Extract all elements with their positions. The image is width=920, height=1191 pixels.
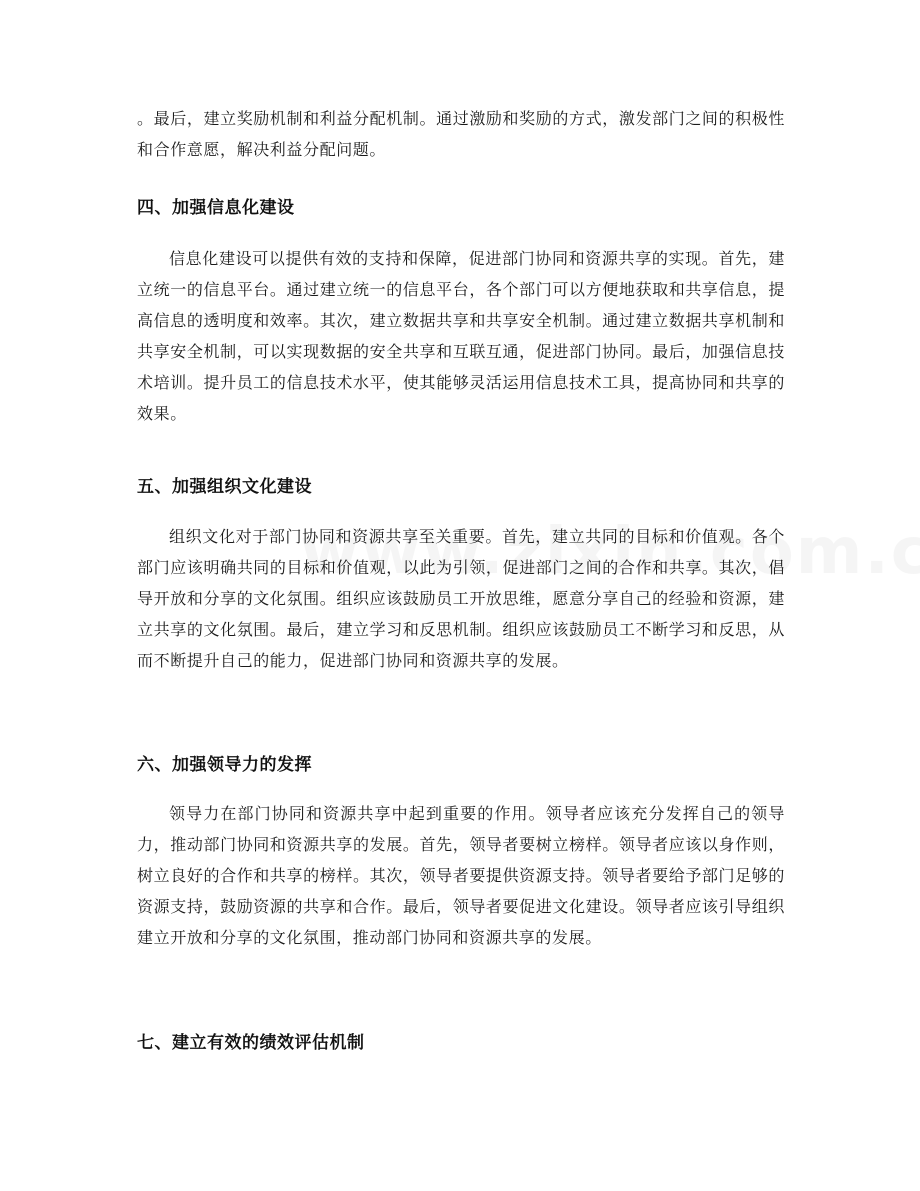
- section-heading: 四、加强信息化建设: [137, 198, 295, 218]
- section-heading: 七、建立有效的绩效评估机制: [137, 1033, 365, 1053]
- section-5-heading-block: [137, 475, 785, 499]
- section-4-heading-block: [137, 196, 785, 220]
- intro-paragraph-block: [137, 103, 785, 165]
- section-4-body-block: [137, 243, 785, 429]
- section-paragraph: 组织文化对于部门协同和资源共享至关重要。首先，建立共同的目标和价值观。各个部门应该明确共同的目标和价值观，以此为引领，促进部门之间的合作和共享。其次，倡导开放和分享的文化氛围。组织应该鼓励员工开放思维，愿意分享自己的经验和资源，建立共享的文化氛围。最后，建立学习和反思机制。组织应该鼓励员工不断学习和反思，从而不断提升自己的能力，促进部门协同和资源共享的发展。: [137, 527, 785, 670]
- intro-paragraph: 。最后，建立奖励机制和利益分配机制。通过激励和奖励的方式，激发部门之间的积极性和合作意愿，解决利益分配问题。: [137, 109, 785, 159]
- section-paragraph: 领导力在部门协同和资源共享中起到重要的作用。领导者应该充分发挥自己的领导力，推动部门协同和资源共享的发展。首先，领导者要树立榜样。领导者应该以身作则，树立良好的合作和共享的榜样。其次，领导者要提供资源支持。领导者要给予部门足够的资源支持，鼓励资源的共享和合作。最后，领导者要促进文化建设。领导者应该引导组织建立开放和分享的文化氛围，推动部门协同和资源共享的发展。: [137, 804, 785, 947]
- section-6-body-block: [137, 798, 785, 953]
- section-paragraph: 信息化建设可以提供有效的支持和保障，促进部门协同和资源共享的实现。首先，建立统一的信息平台。通过建立统一的信息平台，各个部门可以方便地获取和共享信息，提高信息的透明度和效率。其次，建立数据共享和共享安全机制。通过建立数据共享机制和共享安全机制，可以实现数据的安全共享和互联互通，促进部门协同。最后，加强信息技术培训。提升员工的信息技术水平，使其能够灵活运用信息技术工具，提高协同和共享的效果。: [137, 249, 785, 423]
- section-7-heading-block: [137, 1031, 785, 1055]
- section-5-body-block: [137, 521, 785, 676]
- section-heading: 六、加强领导力的发挥: [137, 755, 312, 775]
- section-heading: 五、加强组织文化建设: [137, 477, 312, 497]
- section-6-heading-block: [137, 753, 785, 777]
